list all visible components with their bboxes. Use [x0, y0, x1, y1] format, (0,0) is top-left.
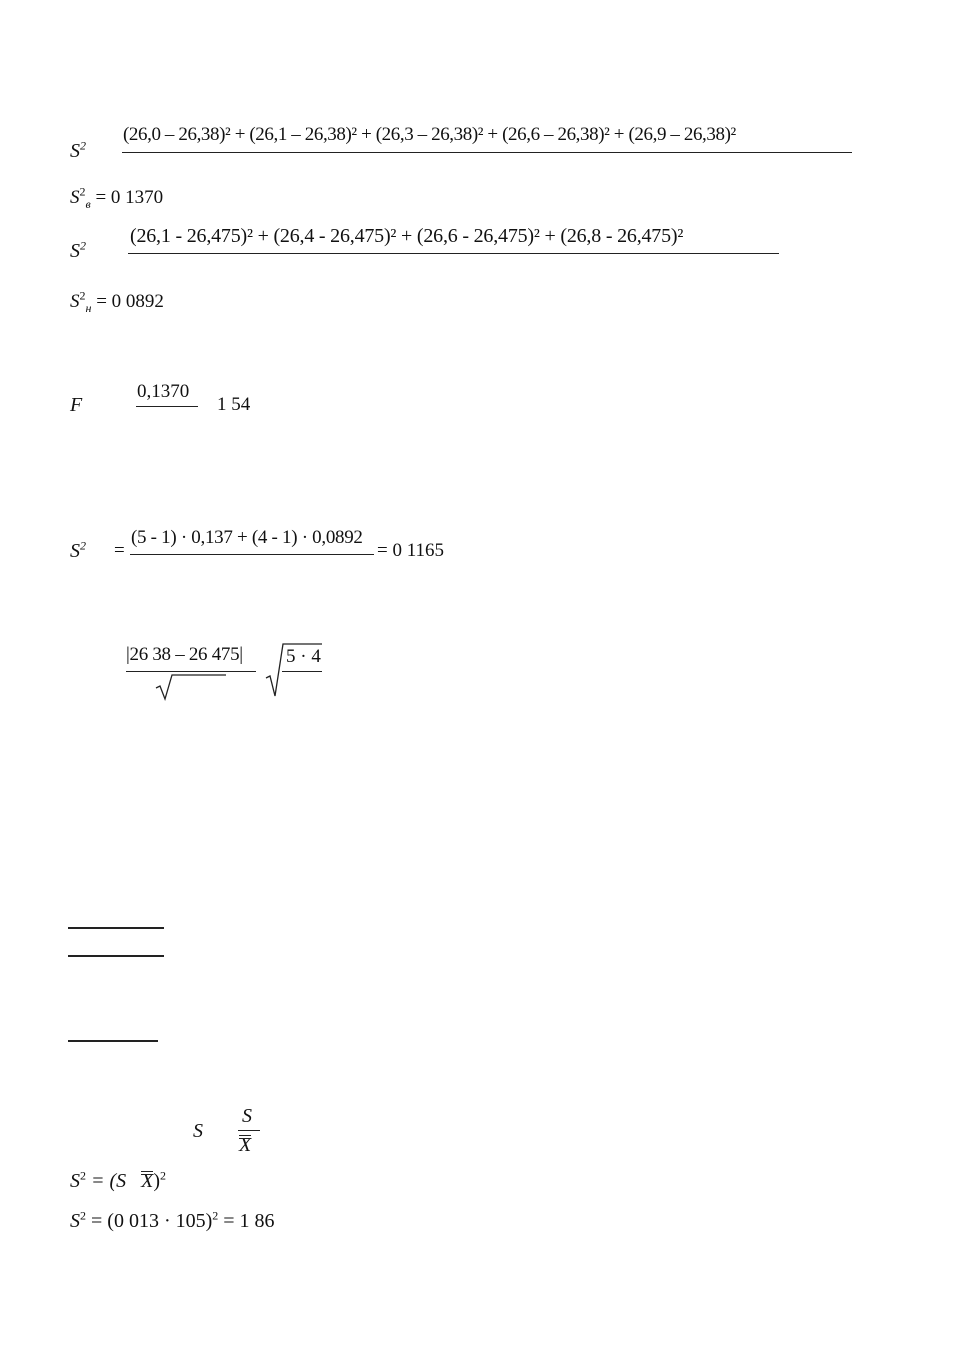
formula-2-value: = 0 1370: [95, 187, 164, 208]
subscript: н: [85, 300, 92, 315]
symbol-s: S: [70, 1210, 80, 1232]
student-root-content: 5 · 4: [286, 646, 321, 667]
variance-2-expression: = (0 013 · 105): [91, 1210, 213, 1232]
relative-numerator: S: [242, 1105, 252, 1127]
fisher-fraction-line: [136, 406, 198, 407]
exponent: 2: [79, 184, 86, 199]
variance-2-result: = 1 86: [223, 1210, 275, 1232]
exponent: 2: [80, 138, 86, 153]
exponent: 2: [80, 538, 86, 553]
variance-2: [70, 1210, 275, 1233]
symbol-s: S: [70, 140, 80, 162]
symbol-s: S: [70, 240, 80, 262]
divider-line-1: [68, 927, 164, 929]
symbol-s: S: [70, 187, 80, 208]
divider-line-2: [68, 955, 164, 957]
formula-1-numerator: (26,0 – 26,38)² + (26,1 – 26,38)² + (26,3 – 26,38)² + (26,6 – 26,38)² + (26,9 – 26,38)²: [123, 124, 736, 145]
symbol-s: S: [70, 291, 80, 312]
fisher-lhs: F: [70, 394, 83, 416]
student-root-fraction-line: [282, 671, 322, 672]
symbol-s: S: [70, 540, 80, 562]
formula-1-lhs: [70, 140, 86, 163]
fisher-numerator: 0,1370: [137, 381, 190, 402]
variance-1-close: ): [153, 1170, 161, 1192]
subscript: в: [85, 196, 91, 211]
exponent: 2: [80, 238, 86, 253]
symbol-s: S: [70, 1170, 80, 1192]
student-denominator-radical: [156, 673, 236, 703]
exponent: 2: [79, 288, 86, 303]
relative-lhs: S: [193, 1120, 203, 1142]
pooled-fraction-line: [130, 554, 374, 555]
variance-1: [70, 1170, 166, 1193]
pooled-eq: =: [114, 540, 125, 561]
exponent: 2: [80, 1208, 86, 1223]
exponent: 2: [80, 1168, 86, 1183]
formula-3-numerator: (26,1 - 26,475)² + (26,4 - 26,475)² + (26,6 - 26,475)² + (26,8 - 26,475)²: [130, 225, 684, 247]
variance-1-open: = (S: [91, 1170, 127, 1192]
pooled-lhs: [70, 540, 86, 563]
exponent: 2: [160, 1168, 167, 1183]
student-numerator: |26 38 – 26 475|: [126, 644, 243, 665]
pooled-numerator: (5 - 1) · 0,137 + (4 - 1) · 0,0892: [131, 527, 363, 548]
pooled-result: = 0 1165: [377, 540, 445, 561]
exponent: 2: [212, 1208, 219, 1223]
relative-fraction-line: [238, 1130, 260, 1131]
formula-3-fraction-line: [128, 253, 779, 254]
formula-3-lhs: [70, 240, 86, 263]
divider-line-3: [68, 1040, 158, 1042]
fisher-result: 1 54: [217, 394, 251, 415]
x-double-bar: X: [239, 1134, 252, 1156]
formula-1-fraction-line: [122, 152, 852, 153]
formula-4: [70, 288, 164, 315]
formula-4-value: = 0 0892: [96, 291, 164, 312]
relative-denominator: [239, 1134, 251, 1157]
formula-2: [70, 184, 164, 211]
student-fraction-line: [126, 671, 256, 672]
x-double-bar: X: [141, 1170, 154, 1192]
